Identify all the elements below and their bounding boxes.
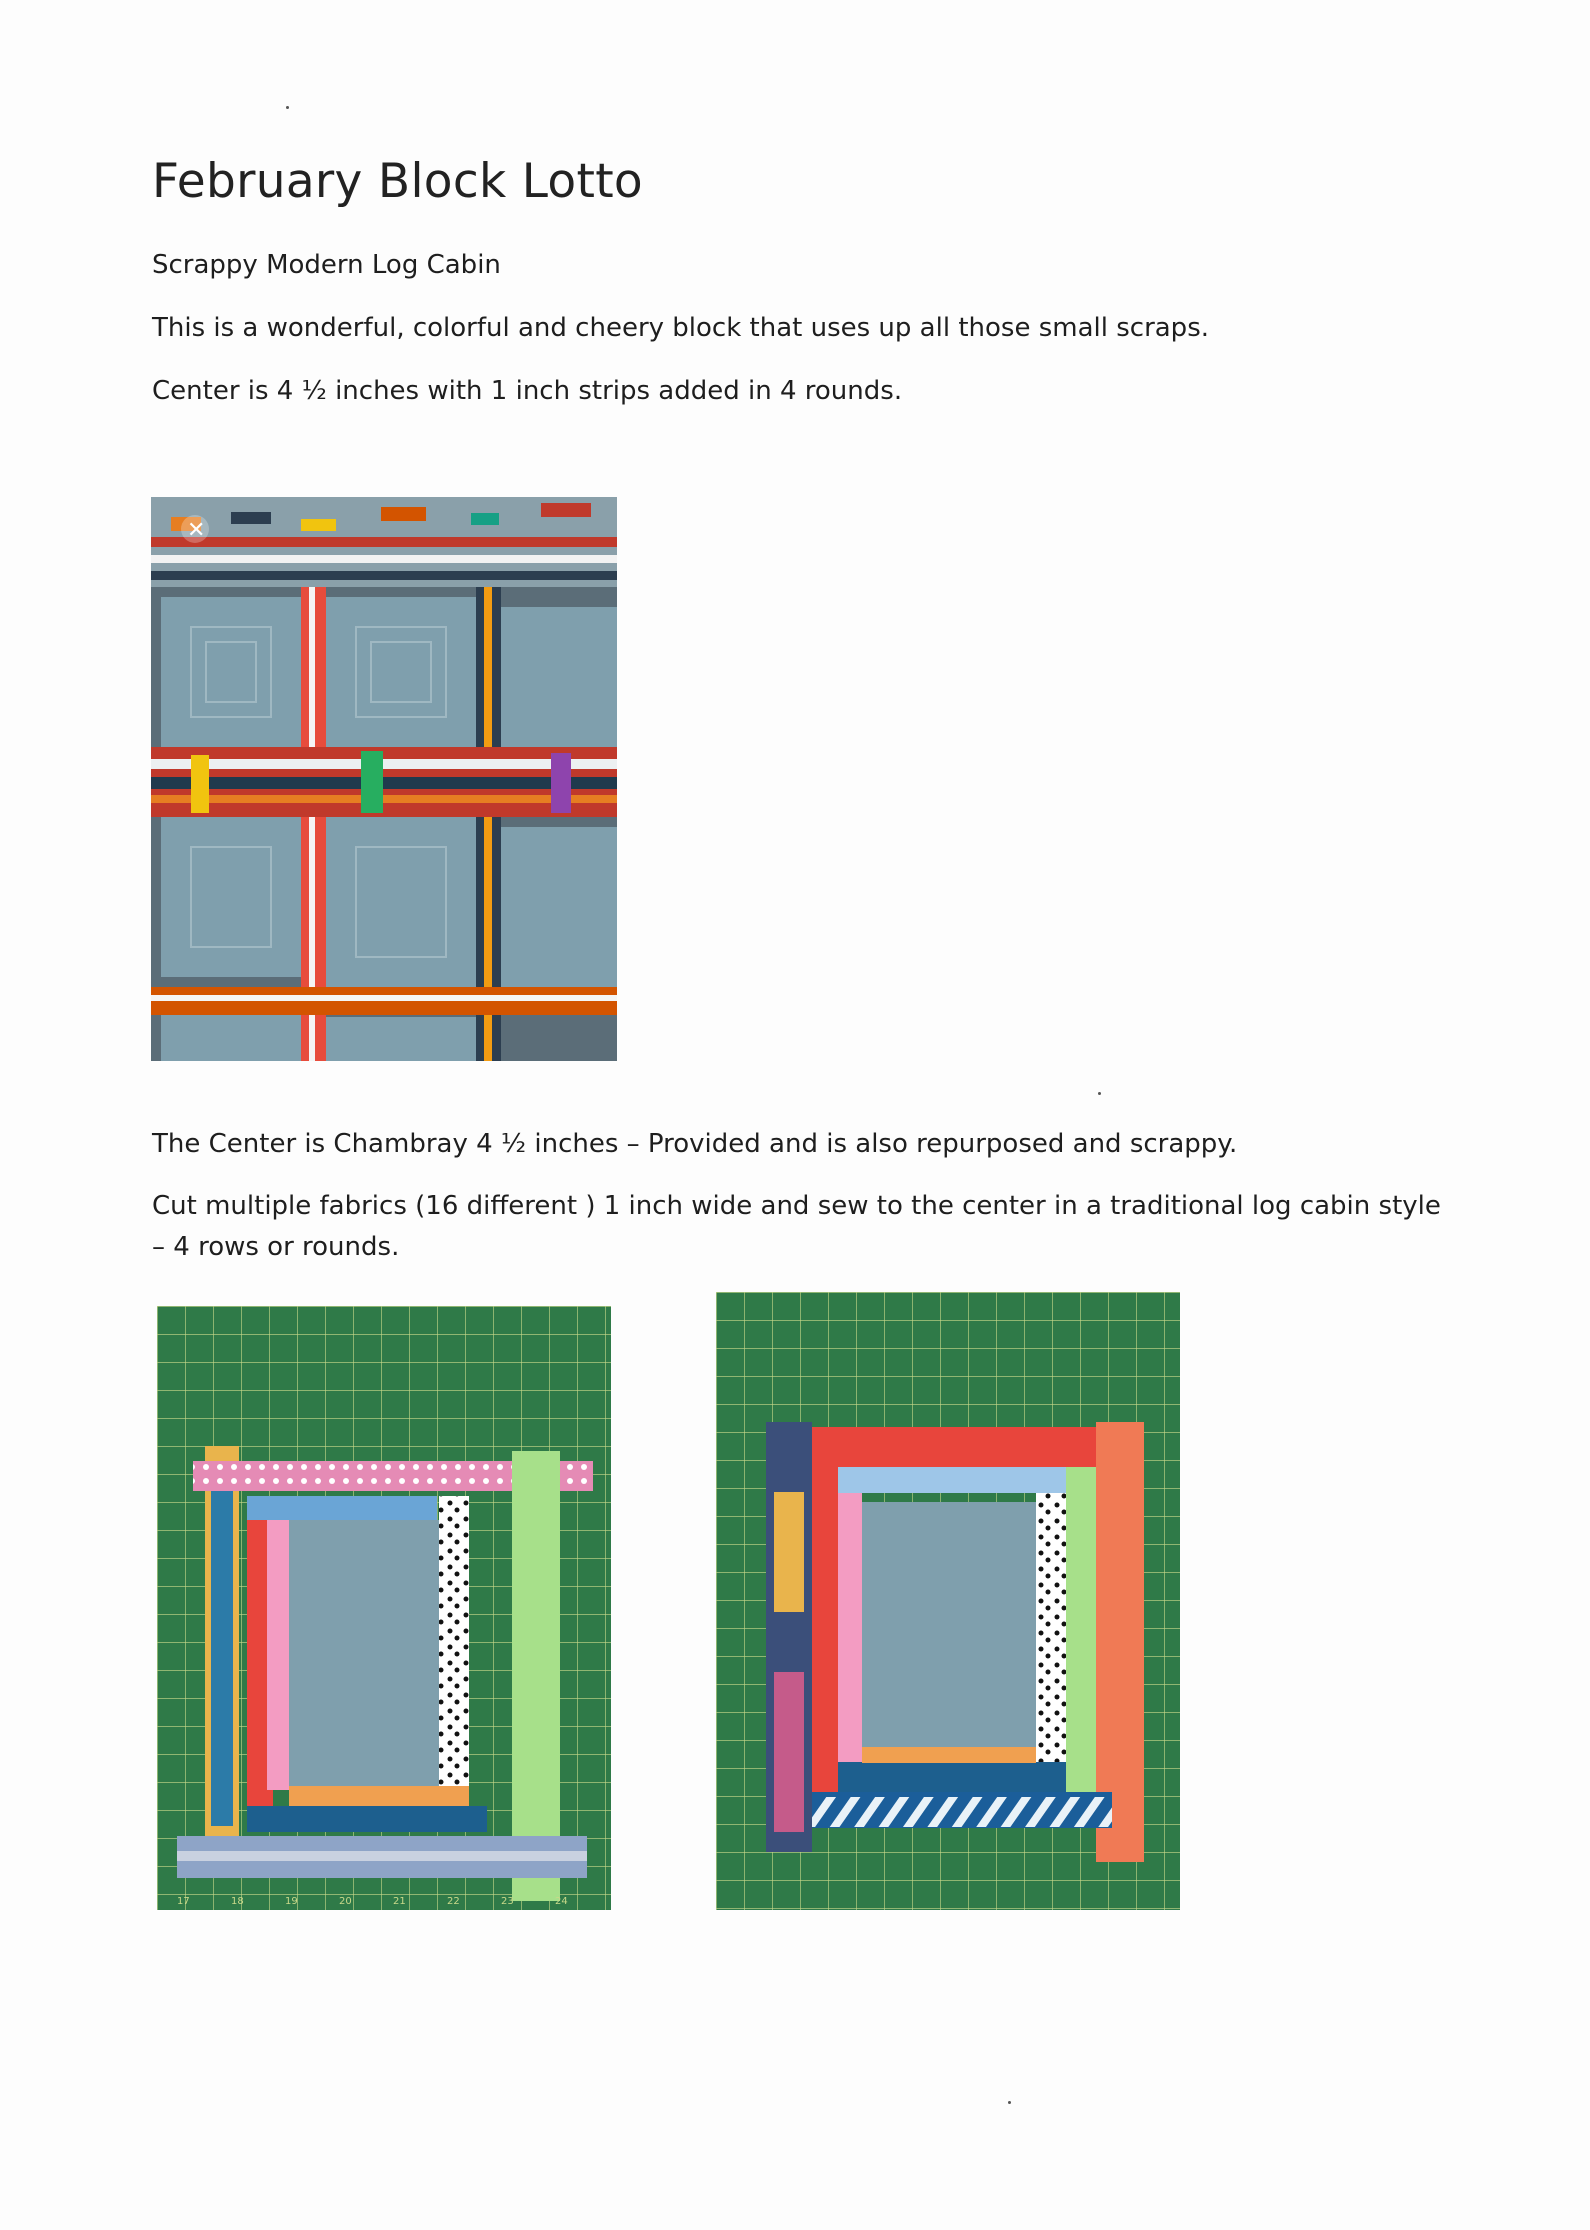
finished-block-graphic: [716, 1292, 1180, 1910]
chambray-center: [289, 1520, 439, 1786]
mat-ruler-number: 22: [447, 1896, 460, 1907]
mat-ruler-number: 18: [231, 1896, 244, 1907]
mat-ruler-number: 21: [393, 1896, 406, 1907]
page-title: February Block Lotto: [152, 154, 643, 209]
scan-speck: [286, 106, 289, 109]
scan-speck: [1098, 1092, 1101, 1095]
quilt-photo: [151, 497, 617, 1061]
chambray-paragraph: The Center is Chambray 4 ½ inches – Provided and is also repurposed and scrappy.: [152, 1129, 1238, 1159]
block-in-progress-graphic: [157, 1306, 611, 1910]
block-in-progress-photo: [157, 1306, 611, 1910]
mat-ruler-number: 19: [285, 1896, 298, 1907]
center-size-paragraph: Center is 4 ½ inches with 1 inch strips added in 4 rounds.: [152, 376, 903, 406]
mat-ruler-number: 20: [339, 1896, 352, 1907]
quilt-photo-graphic: [151, 497, 617, 1061]
close-icon: ✕: [187, 518, 206, 543]
block-name: Scrappy Modern Log Cabin: [152, 250, 501, 280]
mat-ruler-number: 17: [177, 1896, 190, 1907]
mat-ruler-number: 24: [555, 1896, 568, 1907]
chambray-center: [862, 1502, 1036, 1747]
mat-ruler-number: 23: [501, 1896, 514, 1907]
finished-block-photo: [716, 1292, 1180, 1910]
cut-instructions-paragraph: Cut multiple fabrics (16 different ) 1 inch wide and sew to the center in a traditional log cabin style – 4 rows or rounds.: [152, 1191, 1441, 1262]
scan-speck: [1008, 2101, 1011, 2104]
intro-paragraph: This is a wonderful, colorful and cheery block that uses up all those small scraps.: [152, 313, 1209, 343]
